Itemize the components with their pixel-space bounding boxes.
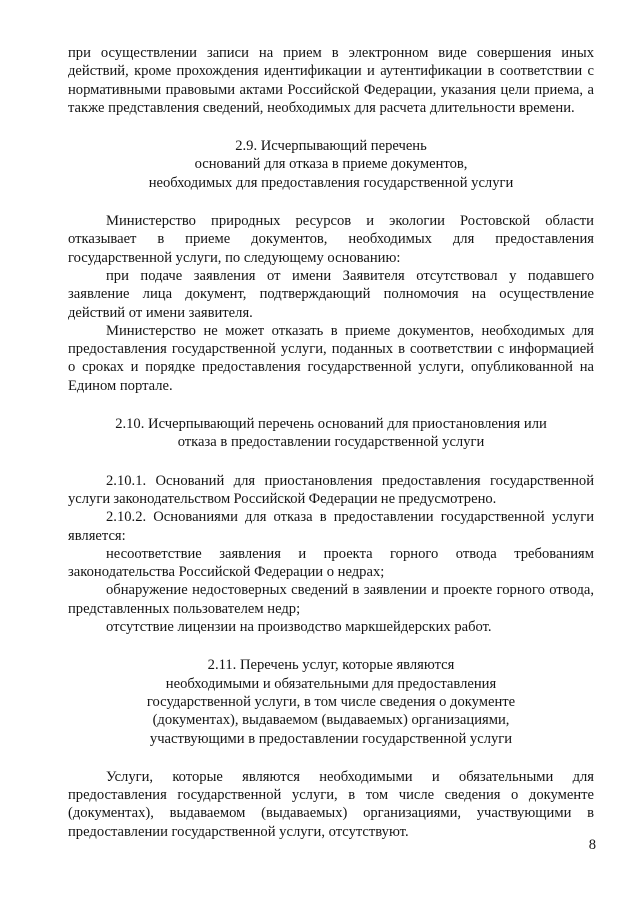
paragraph: при подаче заявления от имени Заявителя отсутствовал у подавшего заявление лица документ, подтверждающий полномочия на осуществление действий от имени заявителя. <box>68 267 594 321</box>
section-2-9-body <box>68 212 594 395</box>
section-2-11-body <box>68 768 594 841</box>
section-2-11-heading <box>68 656 594 747</box>
paragraph: обнаружение недостоверных сведений в заявлении и проекте горного отвода, представленных пользователем недр; <box>68 582 594 617</box>
paragraph: несоответствие заявления и проекта горного отвода требованиям законодательства Российской Федерации о недрах; <box>68 545 594 581</box>
paragraph: 2.10.2. Основаниями для отказа в предоставлении государственной услуги является: <box>68 509 594 544</box>
paragraph: Услуги, которые являются необходимыми и обязательными для предоставления государственной услуги, в том числе сведения о документе (документах), выдаваемом (выдаваемых) организациями, участвующими в предоставлении государственной услуги, отсутствуют. <box>68 768 594 840</box>
intro-paragraph: при осуществлении записи на прием в электронном виде совершения иных действий, кроме прохождения идентификации и аутентификации в соответствии с нормативными правовыми актами Российской Федерации, указания цели приема, а также представления сведений, необходимых для расчета длительности времени. <box>68 45 594 116</box>
section-2-9-heading <box>68 137 594 192</box>
heading-line: оснований для отказа в приеме документов, <box>194 156 468 173</box>
page-number: 8 <box>588 837 596 853</box>
paragraph: Министерство природных ресурсов и экологии Ростовской области отказывает в приеме документов, необходимых для предоставления государственной услуги, по следующему основанию: <box>68 213 594 266</box>
heading-line: (документах), выдаваемом (выдаваемых) организациями, <box>152 712 510 729</box>
paragraph: отсутствие лицензии на производство маркшейдерских работ. <box>106 619 492 636</box>
heading-line: необходимых для предоставления государственной услуги <box>148 174 514 191</box>
heading-line: 2.10. Исчерпывающий перечень оснований для приостановления или <box>115 416 547 433</box>
paragraph: Министерство не может отказать в приеме документов, необходимых для предоставления государственной услуги, поданных в соответствии с информацией о сроках и порядке предоставления государственной услуги, опубликованной на Едином портале. <box>68 322 594 394</box>
heading-line: 2.9. Исчерпывающий перечень <box>235 138 427 155</box>
heading-line: необходимыми и обязательными для предоставления <box>165 675 497 692</box>
heading-line: государственной услуги, в том числе сведения о документе <box>146 693 516 710</box>
heading-line: 2.11. Перечень услуг, которые являются <box>207 657 455 674</box>
section-2-10-heading <box>68 415 594 452</box>
heading-line: отказа в предоставлении государственной услуги <box>177 434 485 451</box>
heading-line: участвующими в предоставлении государственной услуги <box>149 730 513 747</box>
section-2-10-body <box>68 472 594 637</box>
paragraph: 2.10.1. Оснований для приостановления предоставления государственной услуги законодательством Российской Федерации не предусмотрено. <box>68 472 594 507</box>
